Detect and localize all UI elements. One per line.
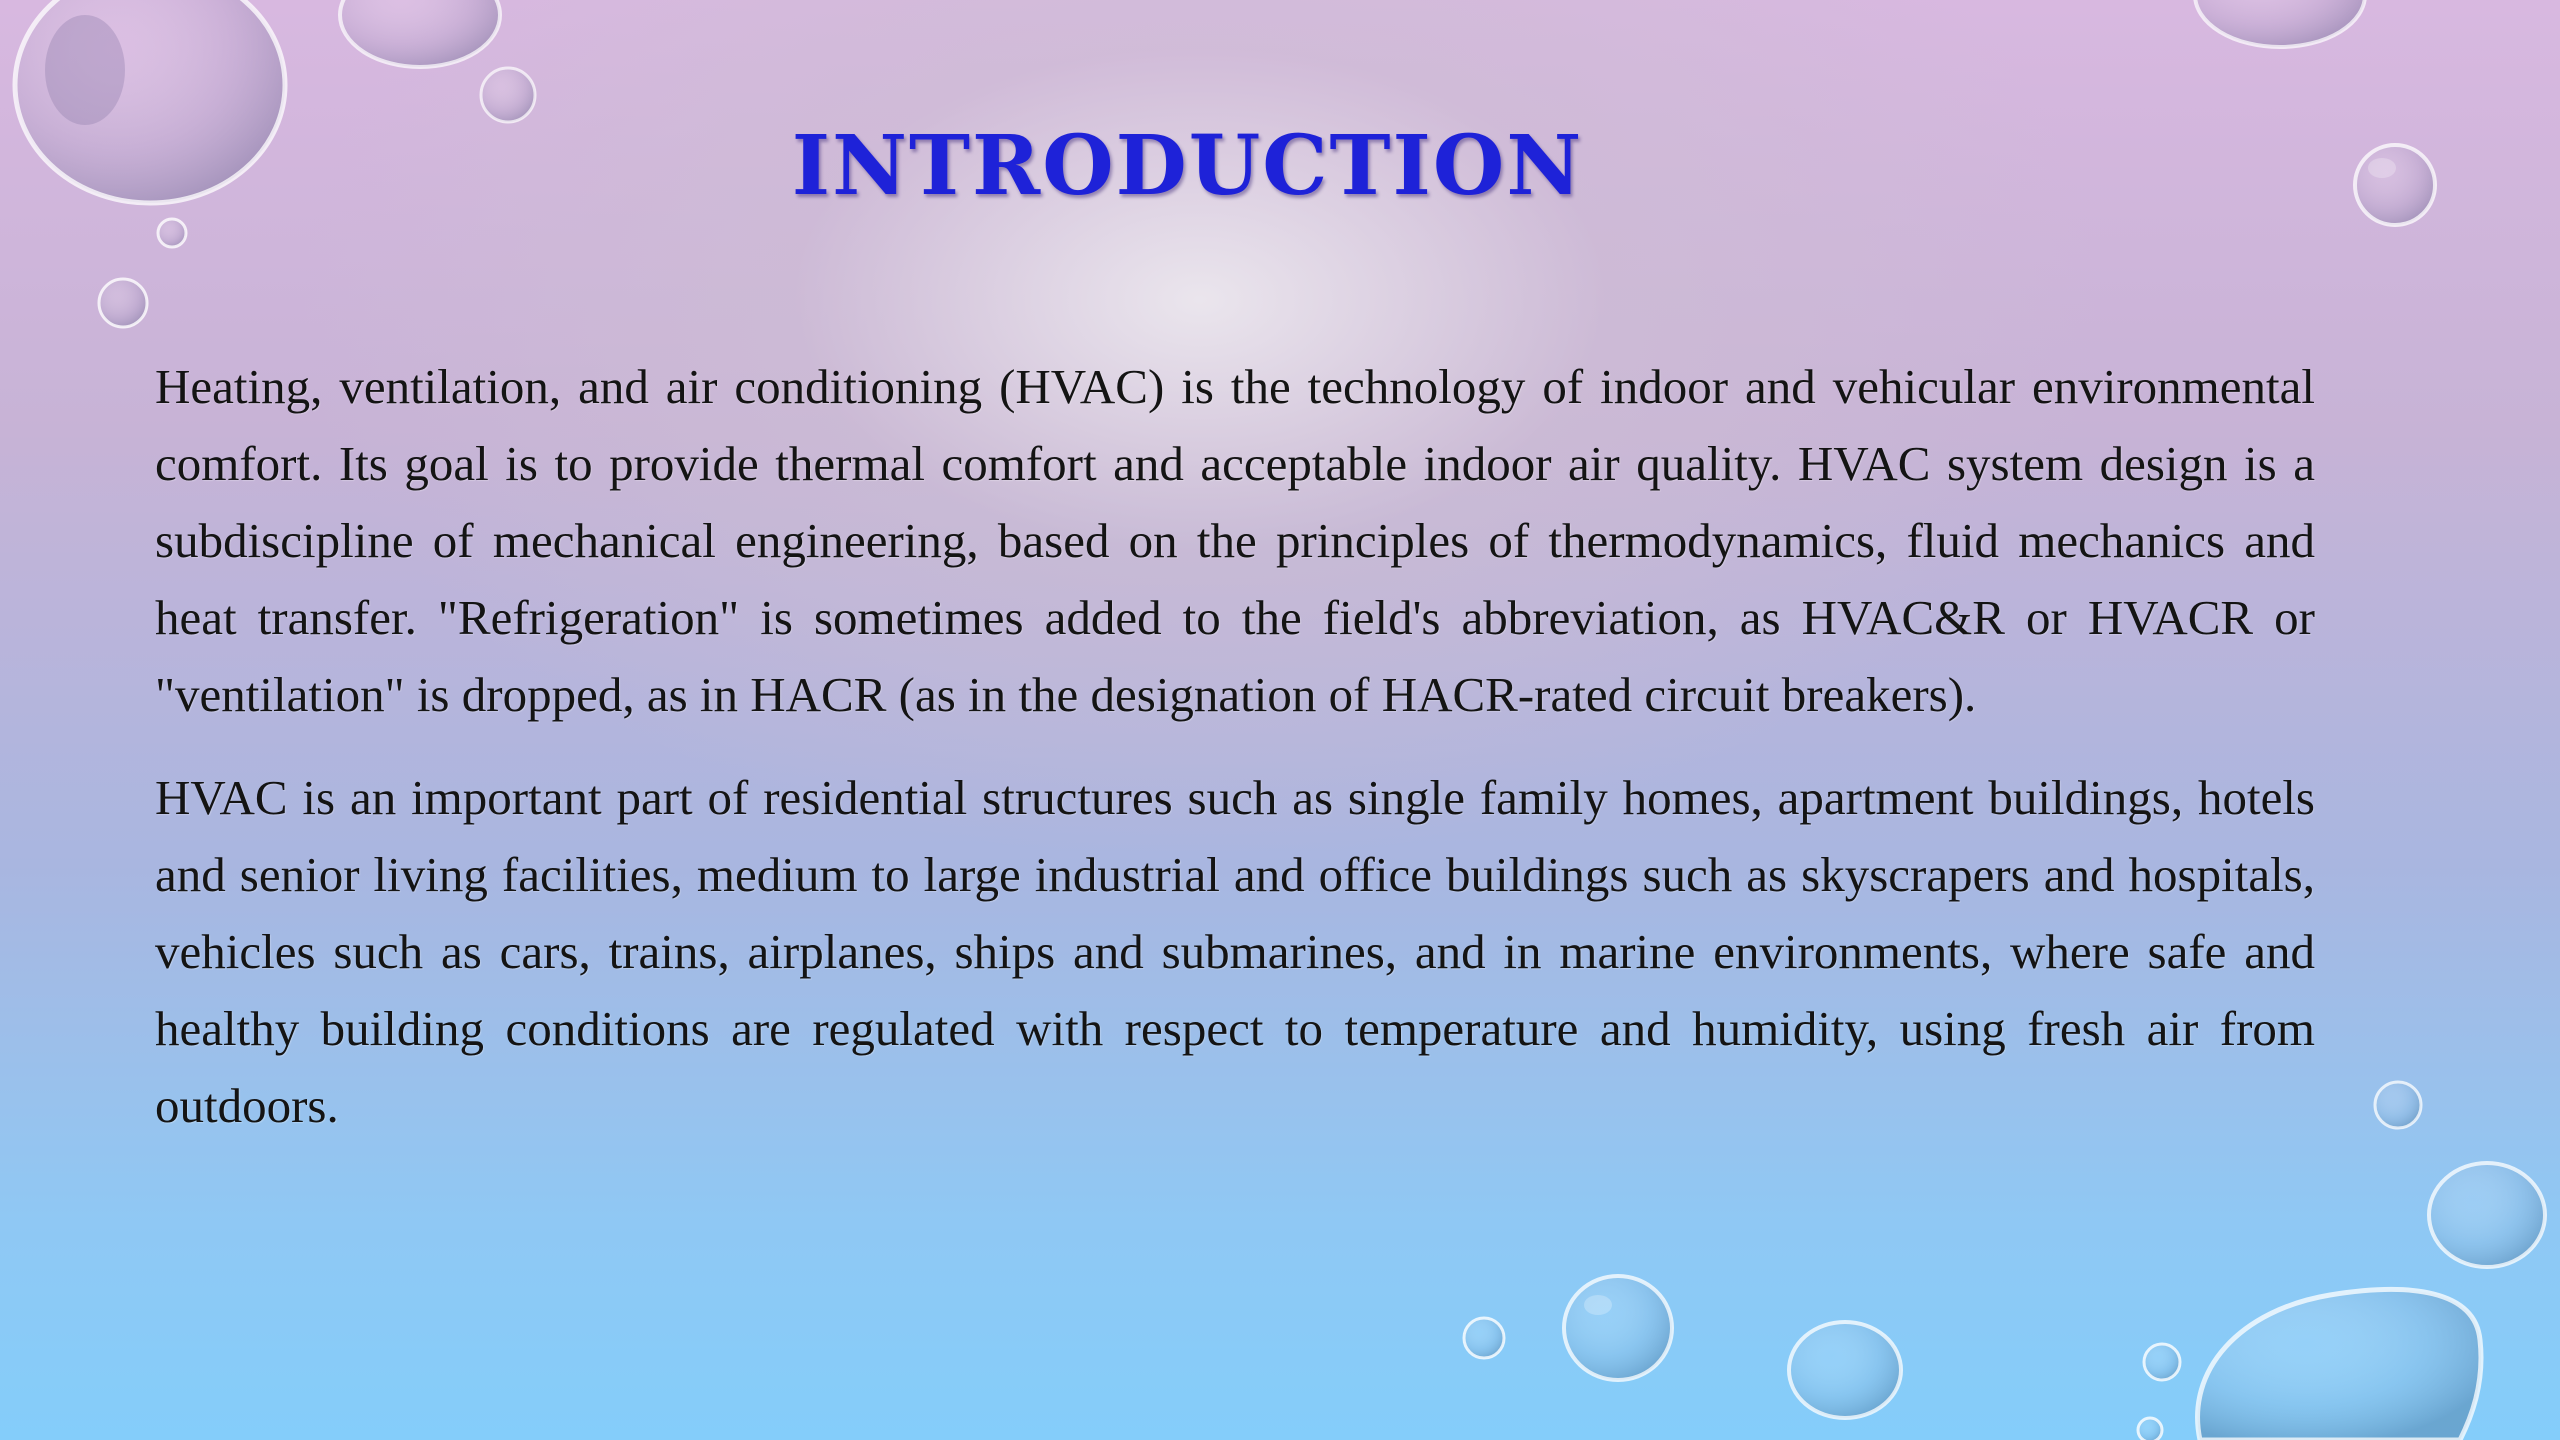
bubble-bottom-small-2 xyxy=(2138,1418,2162,1440)
bubble-bottom-small-1 xyxy=(2144,1344,2180,1380)
bubble-bottom-center-tiny xyxy=(1464,1318,1504,1358)
bubble-top-left-small xyxy=(481,68,535,122)
bubble-top-left-medium xyxy=(340,0,500,67)
bubble-top-right-large xyxy=(2195,0,2365,47)
slide-body xyxy=(155,348,2315,1144)
paragraph-hvac-definition: Heating, ventilation, and air conditioning (HVAC) is the technology of indoor and vehicular environmental comfort. Its goal is to provide thermal comfort and acceptable indoor air quality. HVAC system design is a subdiscipline of mechanical engineering, based on the principles of thermodynamics, fluid mechanics and heat transfer. "Refrigeration" is sometimes added to the field's abbreviation, as HVAC&R or HVACR or "ventilation" is dropped, as in HACR (as in the designation of HACR-rated circuit breakers). xyxy=(155,359,2315,722)
bubble-top-left-tiny xyxy=(158,219,186,247)
bubble-bottom-center-1 xyxy=(1564,1276,1672,1380)
bubble-right-middle xyxy=(2375,1082,2421,1128)
paragraph-hvac-applications: HVAC is an important part of residential structures such as single family homes, apartment buildings, hotels and senior living facilities, medium to large industrial and office buildings such as skyscrapers and hospitals, vehicles such as cars, trains, airplanes, ships and submarines, and in marine environments, where safe and healthy building conditions are regulated with respect to temperature and humidity, using fresh air from outdoors. xyxy=(155,770,2315,1133)
slide-title: INTRODUCTION xyxy=(791,118,1584,214)
bubble-bottom-center-2 xyxy=(1789,1322,1901,1418)
bubble-left-small xyxy=(99,279,147,327)
bubble-bottom-right-medium xyxy=(2429,1163,2545,1267)
bubble-bottom-right-large xyxy=(2198,1289,2481,1440)
